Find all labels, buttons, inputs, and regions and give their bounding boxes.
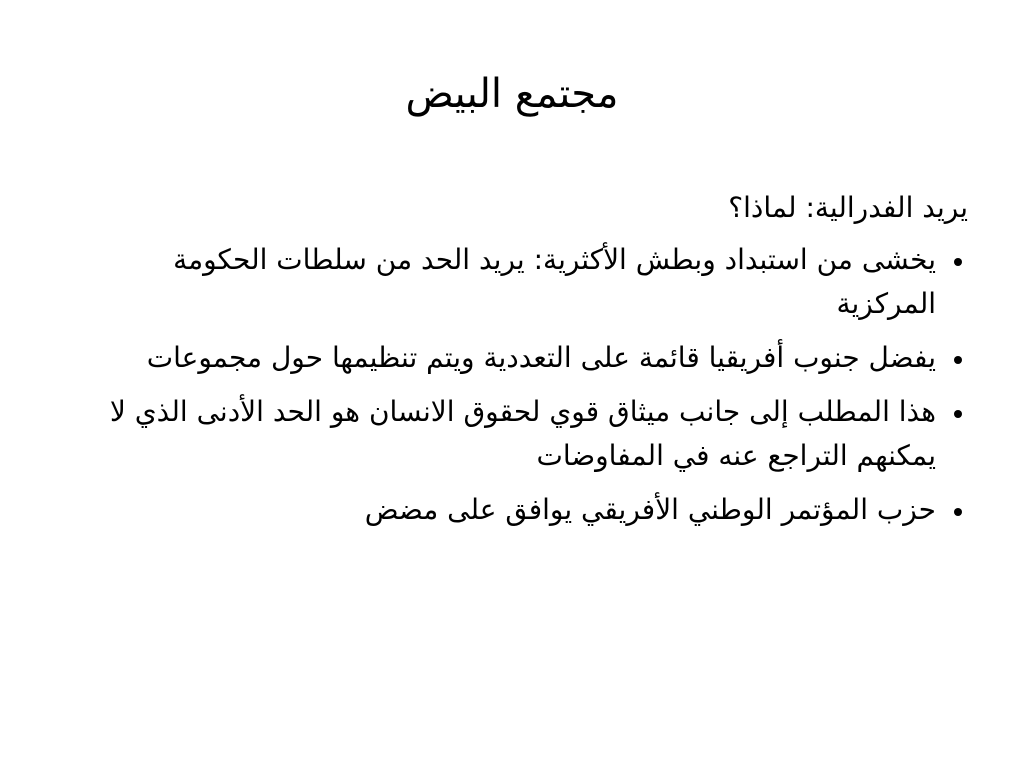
bullet-text: يفضل جنوب أفريقيا قائمة على التعددية ويتم تنظيمها حول مجموعات [146, 341, 936, 374]
bullet-dot-icon [954, 410, 962, 418]
bullet-text: هذا المطلب إلى جانب ميثاق قوي لحقوق الانسان هو الحد الأدنى الذي لا يمكنهم التراجع عنه في المفاوضات [109, 395, 936, 472]
bullet-item [68, 390, 968, 478]
bullet-dot-icon [954, 508, 962, 516]
slide-body [68, 186, 968, 542]
bullet-dot-icon [954, 356, 962, 364]
bullet-dot-icon [954, 258, 962, 266]
slide-title: مجتمع البيض [405, 71, 619, 117]
slide-subtitle: يريد الفدرالية: لماذا؟ [728, 191, 968, 224]
bullet-item [68, 488, 968, 532]
bullet-item [68, 336, 968, 380]
bullet-list [68, 238, 968, 532]
bullet-item [68, 238, 968, 326]
bullet-text: حزب المؤتمر الوطني الأفريقي يوافق على مضض [364, 493, 936, 526]
bullet-text: يخشى من استبداد وبطش الأكثرية: يريد الحد من سلطات الحكومة المركزية [173, 243, 936, 320]
